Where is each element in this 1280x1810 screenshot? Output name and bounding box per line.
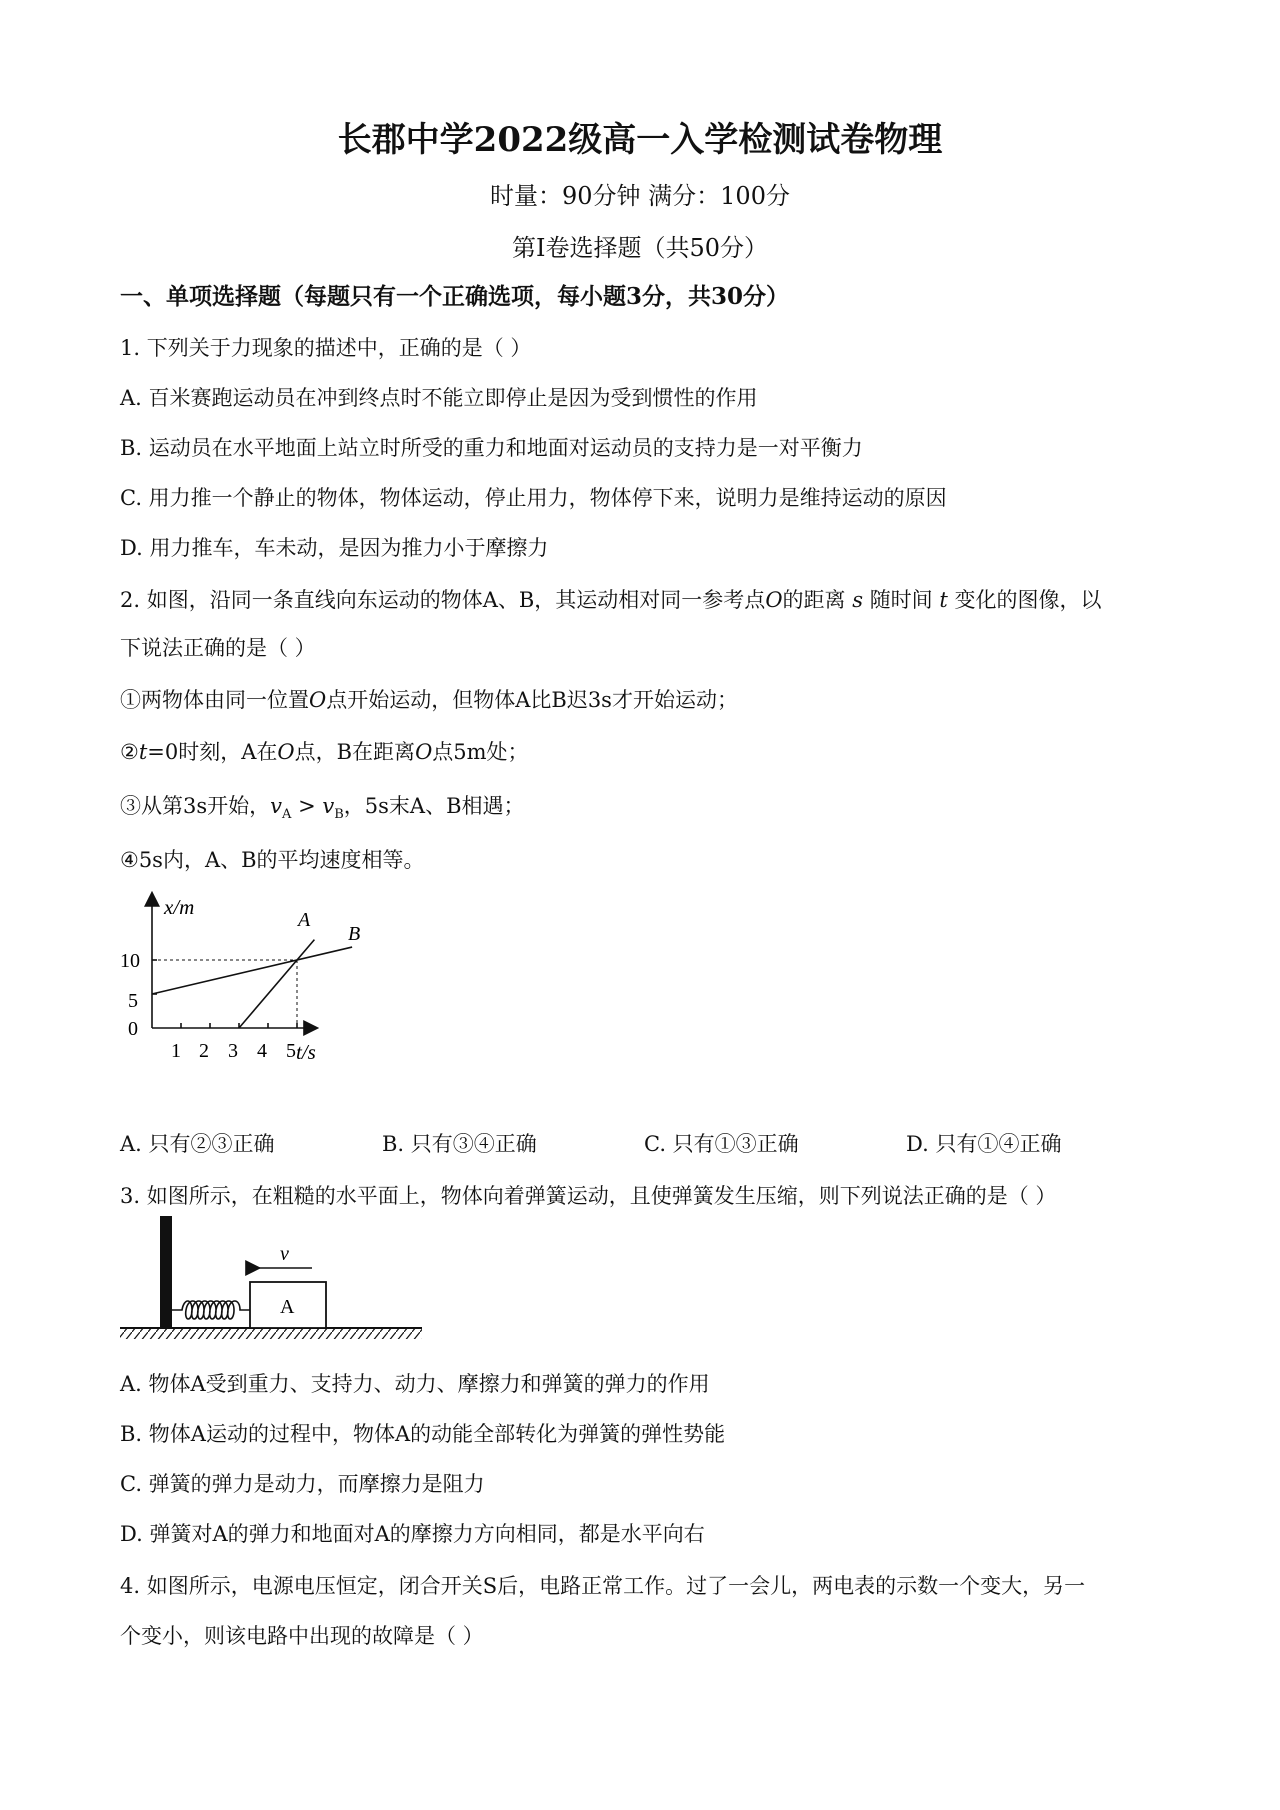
q2-s3-part: ③从第3s开始， [120,794,271,818]
q1-option-b: B. 运动员在水平地面上站立时所受的重力和地面对运动员的支持力是一对平衡力 [120,436,863,460]
q1-option-c: C. 用力推一个静止的物体，物体运动，停止用力，物体停下来，说明力是维持运动的原因 [120,486,947,510]
q1-stem: 1. 下列关于力现象的描述中，正确的是（ ） [120,336,532,360]
y-tick-5: 5 [128,990,138,1012]
line-b-label: B [348,923,361,945]
q2-s1-part: ①两物体由同一位置 [120,688,309,712]
q2-s2-var-t: t [138,740,148,764]
y-tick-10: 10 [120,950,140,972]
x-tick-1: 1 [171,1040,181,1062]
q2-stem-line2: 下说法正确的是（ ） [120,636,316,660]
velocity-label: v [280,1243,289,1265]
q2-s3-part: ，5s末A、B相遇； [343,794,525,818]
q3-stem: 3. 如图所示，在粗糙的水平面上，物体向着弹簧运动，且使弹簧发生压缩，则下列说法正确的是（ ） [120,1184,1057,1208]
line-b [152,947,352,994]
section-heading: 一、单项选择题（每题只有一个正确选项，每小题3分，共30分） [120,283,790,310]
q1-option-a: A. 百米赛跑运动员在冲到终点时不能立即停止是因为受到惯性的作用 [120,386,758,410]
ground-hatch [120,1329,422,1339]
exam-time-info: 时量：90分钟 满分：100分 [490,182,790,210]
q2-s2-part: 点5m处； [432,740,529,764]
block-a-label: A [280,1296,295,1318]
q2-s2-part: 点，B在距离 [294,740,416,764]
q2-statement-2 [120,736,529,766]
q2-option-a: A. 只有②③正确 [120,1132,275,1156]
x-axis-label: t/s [296,1040,316,1064]
q3-option-a: A. 物体A受到重力、支持力、动力、摩擦力和弹簧的弹力的作用 [120,1372,710,1396]
q2-s1-var-o: O [309,688,327,712]
x-tick-4: 4 [257,1040,267,1062]
q2-stem-var-s: s [852,588,863,612]
x-tick-2: 2 [199,1040,209,1062]
q2-stem-var-t: t [939,588,948,612]
q3-option-b: B. 物体A运动的过程中，物体A的动能全部转化为弹簧的弹性势能 [120,1422,726,1446]
y-tick-0: 0 [128,1018,138,1040]
spring [172,1301,250,1319]
q2-stem-part: 的距离 [782,588,846,612]
part-title: 第Ⅰ卷选择题（共50分） [511,234,769,262]
line-a [239,940,314,1028]
q2-statement-3 [120,790,525,822]
q2-stem-part: 随时间 [869,588,933,612]
q2-s3-sub-a: A [282,807,292,823]
q2-s3-var-v: v [322,794,335,818]
x-tick-3: 3 [228,1040,238,1062]
line-a-label: A [298,909,311,931]
q2-s2-var-o: O [277,740,295,764]
q3-option-d: D. 弹簧对A的弹力和地面对A的摩擦力方向相同，都是水平向右 [120,1522,705,1546]
q2-stem-part: 变化的图像，以 [954,588,1102,612]
q2-xt-graph [120,890,380,1070]
q2-option-b: B. 只有③④正确 [382,1132,537,1156]
q2-s3-gt: > [291,794,323,818]
q2-s3-var-v: v [270,794,283,818]
exam-title: 长郡中学2022级高一入学检测试卷物理 [337,120,943,160]
q3-spring-figure [116,1212,426,1342]
q1-option-d: D. 用力推车，车未动，是因为推力小于摩擦力 [120,536,549,560]
q2-s1-part: 点开始运动，但物体A比B迟3s才开始运动； [326,688,738,712]
q2-stem-part: 2. 如图，沿同一条直线向东运动的物体A、B，其运动相对同一参考点 [120,588,766,612]
q2-s3-sub-b: B [334,807,344,823]
q4-stem-line2: 个变小，则该电路中出现的故障是（ ） [120,1624,484,1648]
q2-option-d: D. 只有①④正确 [906,1132,1062,1156]
q2-statement-4: ④5s内，A、B的平均速度相等。 [120,848,425,872]
q3-option-c: C. 弹簧的弹力是动力，而摩擦力是阻力 [120,1472,485,1496]
q2-stem-line1 [120,584,1102,614]
q4-stem-line1: 4. 如图所示，电源电压恒定，闭合开关S后，电路正常工作。过了一会儿，两电表的示数一个变大，另一 [120,1574,1086,1598]
q2-s2-part: ② [120,740,139,764]
y-axis-label: x/m [164,895,195,919]
q2-statement-1 [120,684,738,714]
q2-option-c: C. 只有①③正确 [644,1132,799,1156]
wall [160,1216,172,1328]
q2-s2-part: =0时刻，A在 [147,740,278,764]
x-tick-5: 5 [286,1040,296,1062]
q2-stem-var-o: O [765,588,783,612]
q2-s2-var-o: O [415,740,433,764]
